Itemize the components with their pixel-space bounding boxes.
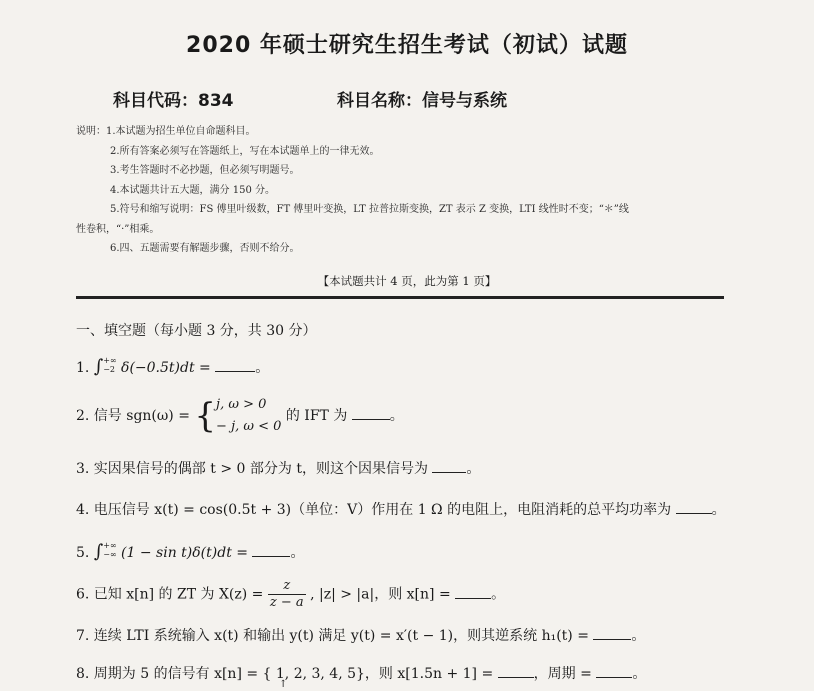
note-5: 5.符号和缩写说明：FS 傅里叶级数，FT 傅里叶变换，LT 拉普拉斯变换，ZT 表示 Z 变换，LTI 线性时不变；“＊”线 bbox=[110, 204, 629, 215]
answer-blank bbox=[593, 625, 631, 640]
answer-blank bbox=[676, 499, 712, 514]
origin-arrow-icon: ↑ bbox=[279, 679, 288, 690]
page-info: 【本试题共计 4 页，此为第 1 页】 bbox=[317, 274, 497, 288]
answer-blank bbox=[215, 357, 255, 372]
divider bbox=[76, 296, 724, 299]
exam-title: 2020 年硕士研究生招生考试（初试）试题 bbox=[186, 33, 628, 58]
question-7: 7. 连续 LTI 系统输入 x(t) 和输出 y(t) 满足 y(t) = x′(t − 1)，则其逆系统 h₁(t) = 。 bbox=[76, 625, 645, 645]
answer-blank bbox=[596, 663, 632, 678]
subject-name: 科目名称：信号与系统 bbox=[337, 91, 507, 111]
question-1: 1. ∫+∞ −2 δ(−0.5t)dt = 。 bbox=[76, 356, 270, 377]
question-2: 2. 信号 sgn(ω) = {j, ω > 0 − j, ω < 0 的 IFT 为 。 bbox=[76, 396, 404, 436]
question-3: 3. 实因果信号的偶部 t > 0 部分为 t，则这个因果信号为 。 bbox=[76, 458, 480, 478]
note-3: 3.考生答题时不必抄题，但必须写明题号。 bbox=[110, 165, 300, 176]
question-5: 5. ∫+∞ −∞ (1 − sin t)δ(t)dt = 。 bbox=[76, 541, 305, 562]
answer-blank bbox=[432, 458, 466, 473]
note-4: 4.本试题共计五大题，满分 150 分。 bbox=[110, 184, 275, 196]
note-6: 6.四、五题需要有解题步骤，否则不给分。 bbox=[110, 243, 300, 254]
subject-code: 科目代码：834 bbox=[113, 91, 234, 111]
note-1: 说明：1.本试题为招生单位自命题科目。 bbox=[76, 126, 256, 137]
instructions bbox=[76, 122, 736, 259]
answer-blank bbox=[498, 663, 534, 678]
note-5-cont: 性卷积，“·”相乘。 bbox=[76, 223, 160, 235]
question-6: 6. 已知 x[n] 的 ZT 为 X(z) = $\frac{z}{z - a}$ , |z| > |a|，则 x[n] = 。 bbox=[76, 578, 506, 610]
question-4: 4. 电压信号 x(t) = cos(0.5t + 3)（单位：V）作用在 1 Ω 的电阻上，电阻消耗的总平均功率为 。 bbox=[76, 499, 726, 519]
answer-blank bbox=[455, 584, 491, 599]
question-8: 8. 周期为 5 的信号有 x[n] = { 1, 2, 3, 4, 5}，则 x[1.5n + 1] = ，周期 = 。 bbox=[76, 663, 646, 683]
section-heading: 一、填空题（每小题 3 分，共 30 分） bbox=[76, 323, 317, 339]
answer-blank bbox=[252, 542, 290, 557]
answer-blank bbox=[352, 405, 390, 420]
note-2: 2.所有答案必须写在答题纸上，写在本试题单上的一律无效。 bbox=[110, 145, 380, 157]
